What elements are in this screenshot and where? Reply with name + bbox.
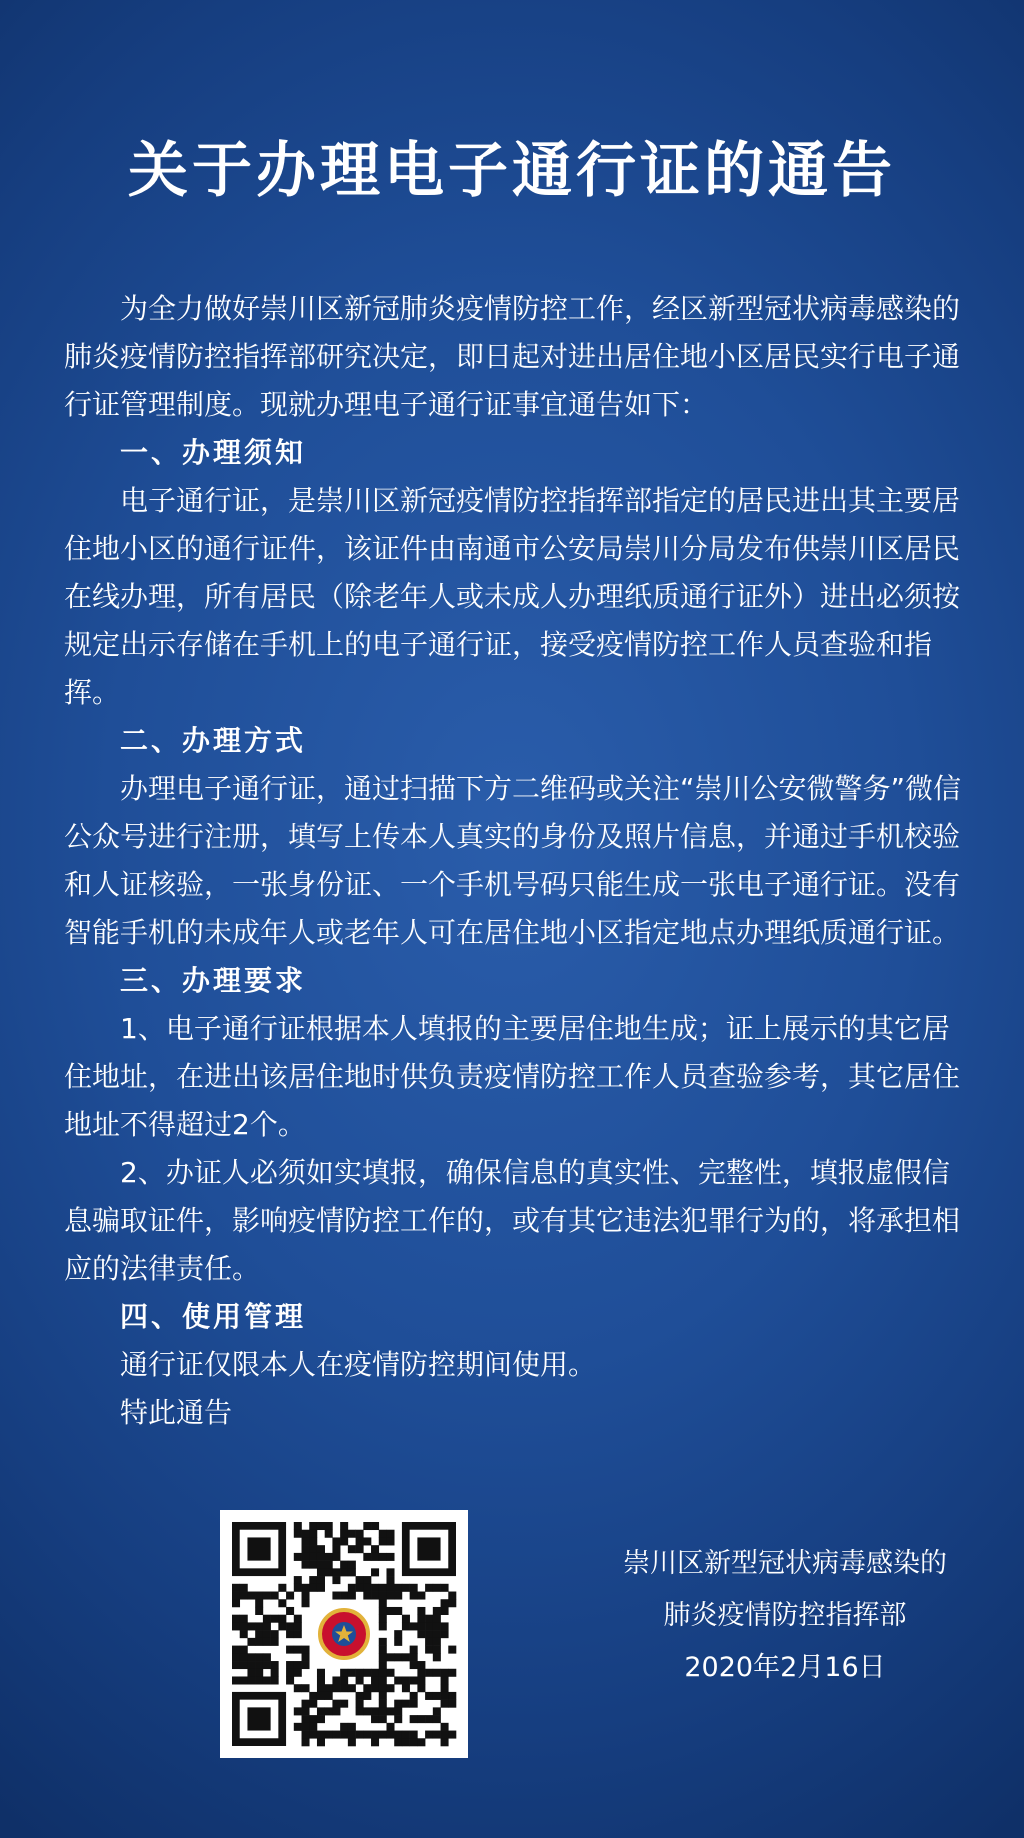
police-emblem-icon (314, 1604, 374, 1664)
notice-body (64, 285, 968, 1437)
closing-text: 特此通告 (120, 1396, 233, 1429)
section-paragraph: 办理电子通行证，通过扫描下方二维码或关注“崇川公安微警务”微信公众号进行注册，填写上传本人真实的身份及照片信息，并通过手机校验和人证核验，一张身份证、一个手机号码只能生成一张电子通行证。没有智能手机的未成年人或老年人可在居住地小区指定地点办理纸质通行证。 (64, 772, 962, 949)
section-heading: 三、办理要求 (120, 964, 307, 997)
qr-code-image (220, 1510, 468, 1758)
signature-org-line2: 肺炎疫情防控指挥部 (663, 1600, 907, 1631)
qr-code[interactable] (220, 1510, 468, 1758)
notice-title: 关于办理电子通行证的通告 (128, 136, 896, 206)
section-heading: 二、办理方式 (120, 724, 307, 757)
qr-finder-pattern (232, 1692, 286, 1746)
intro-paragraph: 为全力做好崇川区新冠肺炎疫情防控工作，经区新型冠状病毒感染的肺炎疫情防控指挥部研究决定，即日起对进出居住地小区居民实行电子通行证管理制度。现就办理电子通行证事宜通告如下： (64, 292, 961, 421)
signature-org-line1: 崇川区新型冠状病毒感染的 (623, 1548, 947, 1579)
section-paragraph: 1、电子通行证根据本人填报的主要居住地生成；证上展示的其它居住地址，在进出该居住地时供负责疫情防控工作人员查验参考，其它居住地址不得超过2个。 (64, 1012, 961, 1141)
section-paragraph: 2、办证人必须如实填报，确保信息的真实性、完整性，填报虚假信息骗取证件，影响疫情防控工作的，或有其它违法犯罪行为的，将承担相应的法律责任。 (64, 1156, 961, 1285)
section-paragraph: 通行证仅限本人在疫情防控期间使用。 (120, 1348, 597, 1381)
section-paragraph: 电子通行证，是崇川区新冠疫情防控指挥部指定的居民进出其主要居住地小区的通行证件，该证件由南通市公安局崇川分局发布供崇川区居民在线办理，所有居民（除老年人或未成人办理纸质通行证外）进出必须按规定出示存储在手机上的电子通行证，接受疫情防控工作人员查验和指挥。 (64, 484, 961, 709)
section-heading: 一、办理须知 (120, 436, 307, 469)
signature-date: 2020年2月16日 (684, 1652, 886, 1683)
section-heading: 四、使用管理 (120, 1300, 307, 1333)
qr-finder-pattern (232, 1522, 286, 1576)
signature-block (590, 1538, 980, 1694)
qr-finder-pattern (402, 1522, 456, 1576)
